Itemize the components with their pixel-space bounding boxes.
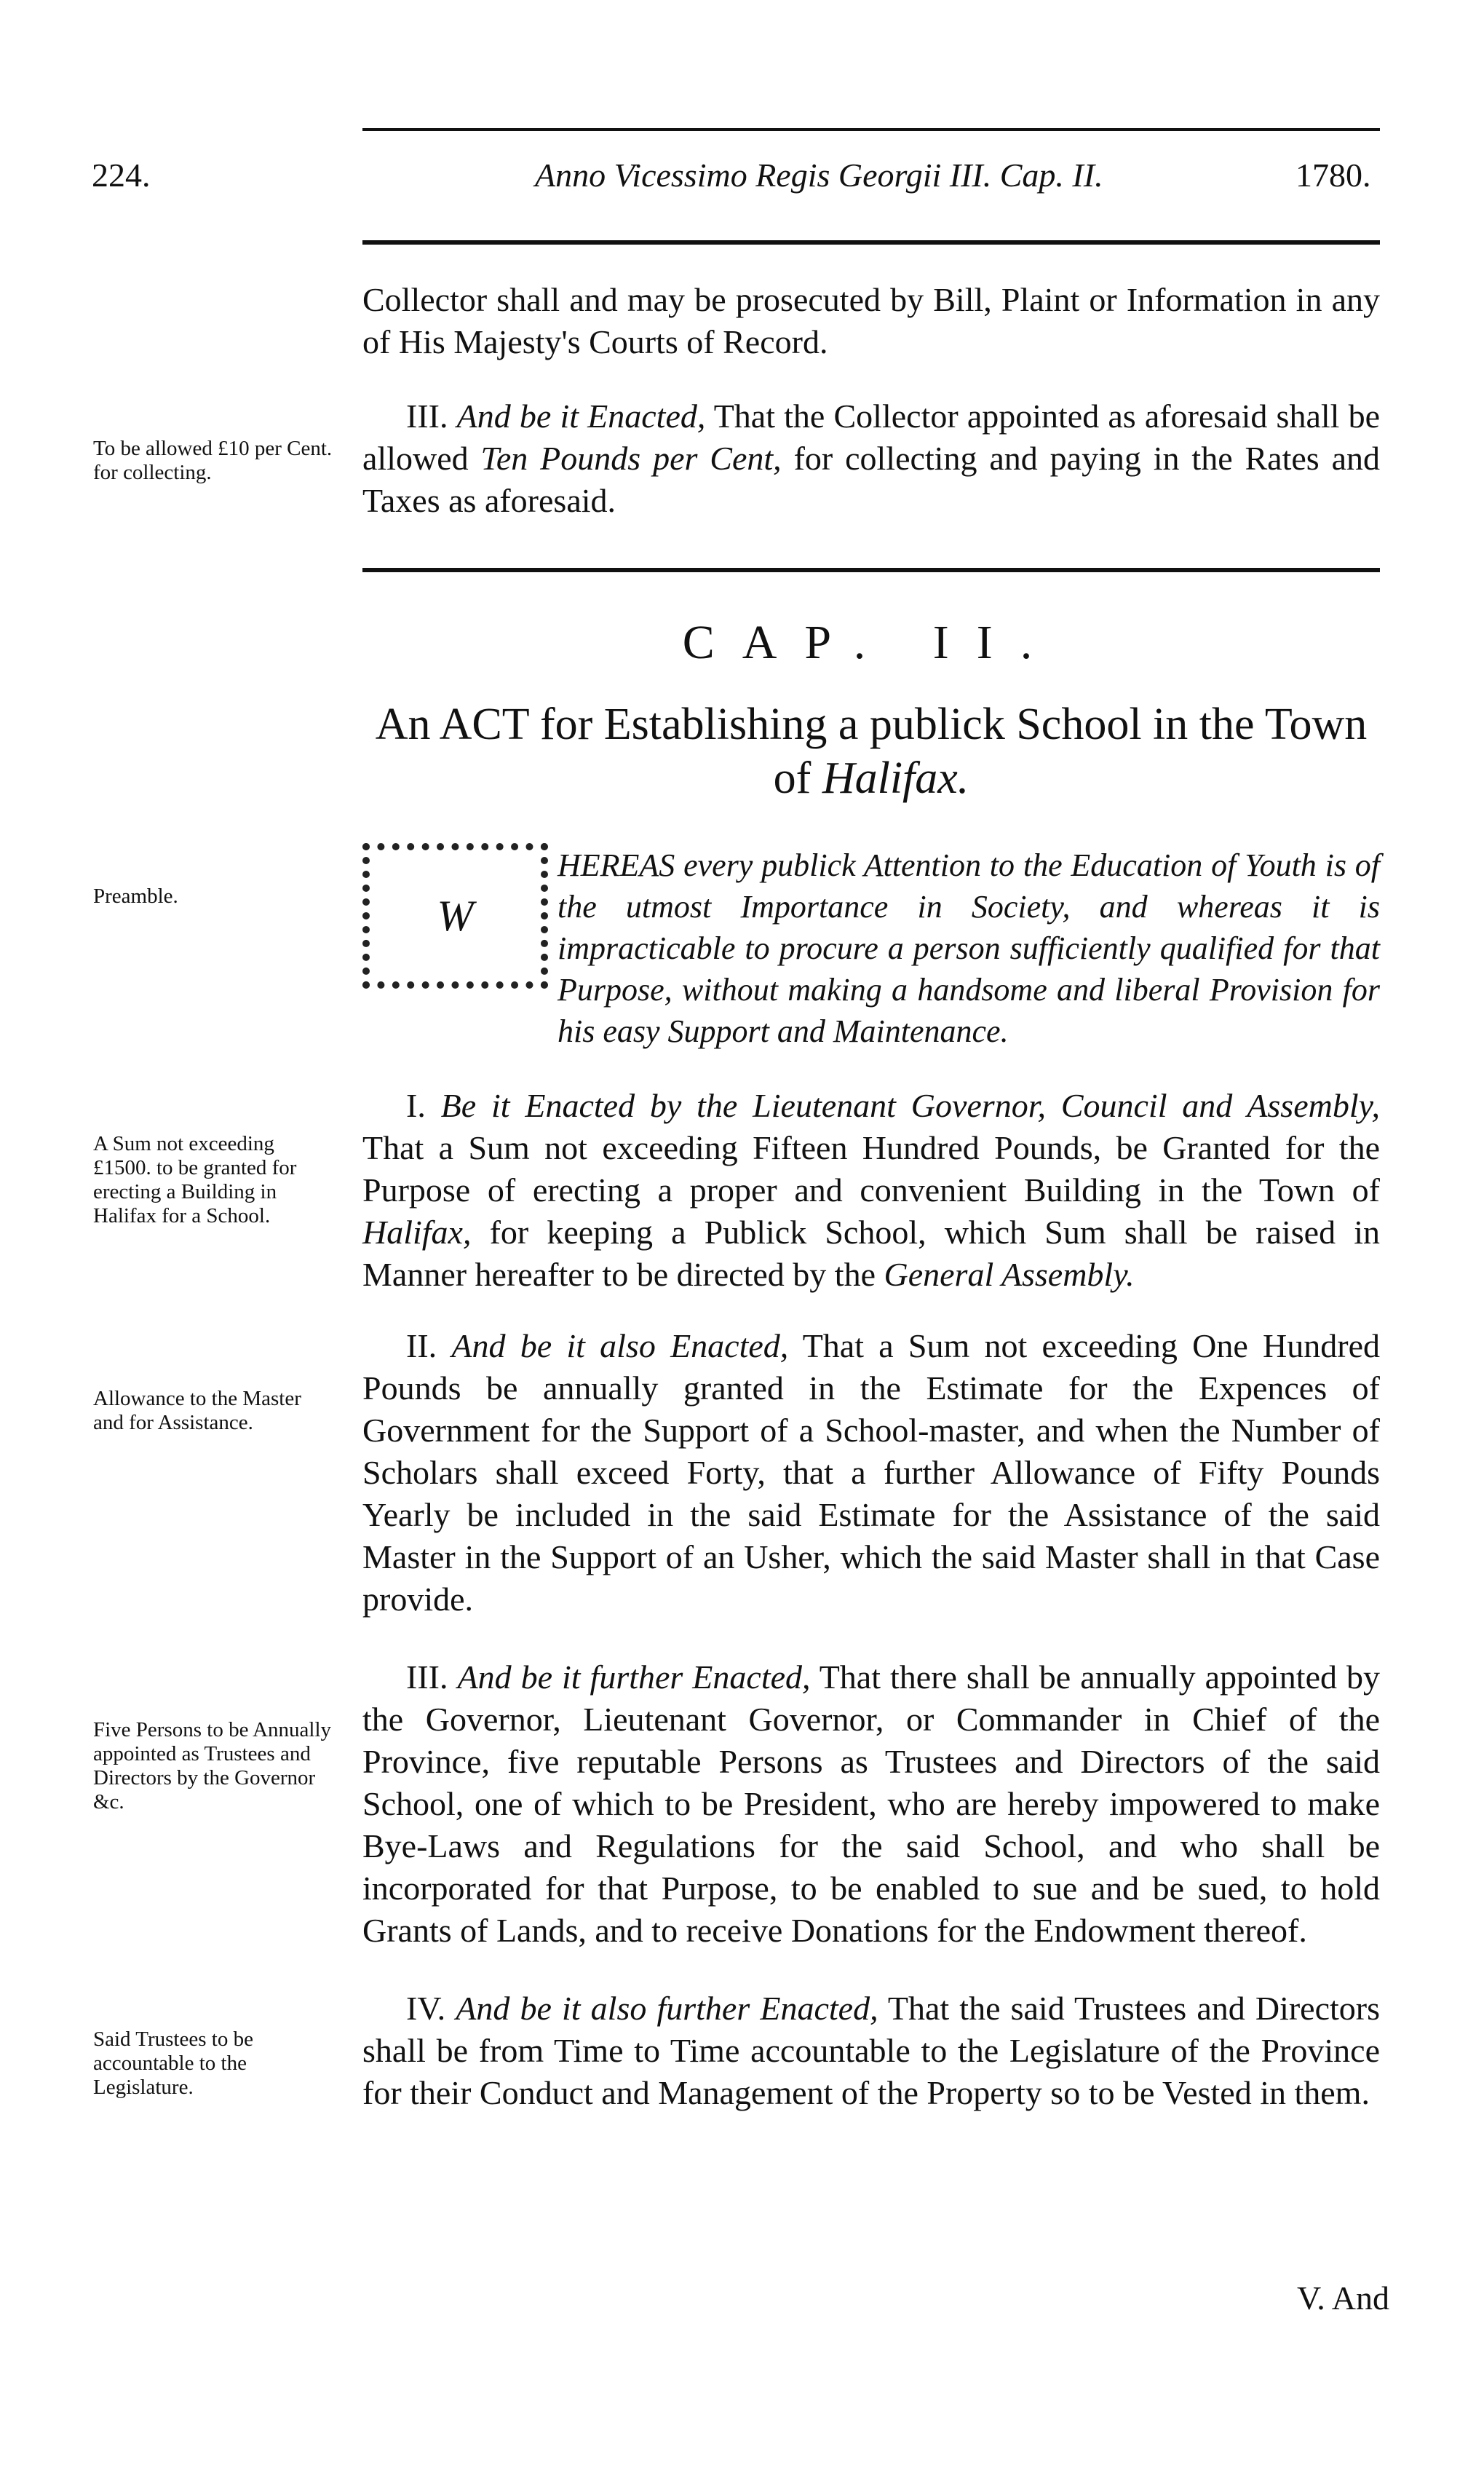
prev-section-text-before: That the Collector appointed as aforesaid shall be allowed	[362, 397, 1381, 477]
section-1	[362, 1085, 1380, 1296]
act-title	[362, 697, 1380, 805]
margin-note-sum: A Sum not exceeding £1500. to be granted for erecting a Building in Halifax for a School.	[93, 1132, 297, 1227]
catchword: V. And	[1297, 2279, 1389, 2317]
section-4-text: That the said Trustees and Directors shall be from Time to Time accountable to the Legislature of the Province for their Conduct and Management of the Property so to be Vested in them.	[362, 1990, 1381, 2111]
section-1-number: I.	[406, 1087, 426, 1124]
margin-note-collecting: To be allowed £10 per Cent. for collecting.	[93, 437, 333, 484]
section-4-number: IV.	[406, 1990, 446, 2027]
section-1-text-before: That a Sum not exceeding Fifteen Hundred Pounds, be Granted for the Purpose of erecting a proper and convenient Building in the Town of	[362, 1129, 1380, 1209]
act-title-place: Halifax.	[822, 754, 969, 803]
prev-section-3	[362, 395, 1380, 522]
prev-section-number: III.	[406, 397, 448, 435]
section-3-text: That there shall be annually appointed by the Governor, Lieutenant Governor, or Commander in Chief of the Province, five reputable Persons as Trustees and Directors of the said School, one of which to be President, who are hereby impowered to make Bye-Laws and Regulations for the said School, and who shall be incorporated for that Purpose, to be enabled to sue and be sued, to hold Grants of Lands, and to receive Donations for the Endowment thereof.	[362, 1658, 1380, 1949]
section-2	[362, 1325, 1380, 1621]
section-1-enacting: Be it Enacted by the Lieutenant Governor, Council and Assembly,	[440, 1087, 1380, 1124]
section-2-text: That a Sum not exceeding One Hundred Pounds be annually granted in the Estimate for the Expences of Government for the Support of a School-master, and when the Number of Scholars shall exceed Forty, that a further Allowance of Fifty Pounds Yearly be included in the said Estimate for the Assistance of the said Master in the Support of an Usher, which the said Master shall in that Case provide.	[362, 1327, 1380, 1618]
section-2-number: II.	[406, 1327, 437, 1364]
prev-section-enacting: And be it Enacted,	[456, 397, 706, 435]
section-1-body: General Assembly.	[884, 1256, 1135, 1293]
margin-note-preamble: Preamble.	[93, 885, 178, 908]
ornamental-dropcap: W	[362, 843, 548, 989]
preamble-paragraph	[362, 845, 1380, 1052]
prev-section-amount: Ten Pounds per Cent,	[480, 440, 782, 477]
margin-note-allowance: Allowance to the Master and for Assistance.	[93, 1387, 301, 1434]
section-3	[362, 1656, 1380, 1952]
page-number: 224.	[92, 157, 151, 194]
header-top-rule	[362, 128, 1380, 131]
margin-note-trustees: Five Persons to be Annually appointed as Trustees and Directors by the Governor &c.	[93, 1718, 332, 1814]
section-4-enacting: And be it also further Enacted,	[456, 1990, 878, 2027]
continuation-text: Collector shall and may be prosecuted by Bill, Plaint or Information in any of His Majesty's Courts of Record.	[362, 281, 1380, 360]
header-bottom-rule	[362, 240, 1380, 245]
section-4	[362, 1987, 1380, 2114]
continuation-paragraph	[362, 279, 1380, 363]
preamble-text: HEREAS every publick Attention to the Education of Youth is of the utmost Importance in Society, and whereas it is impracticable to procure a person sufficiently qualified for that Purpose, without making a handsome and liberal Provision for his easy Support and Maintenance.	[558, 847, 1380, 1049]
section-3-enacting: And be it further Enacted,	[457, 1658, 811, 1696]
running-title: Anno Vicessimo Regis Georgii III. Cap. II.	[535, 157, 1103, 194]
page-year: 1780.	[1295, 157, 1371, 194]
chapter-separator-rule	[362, 568, 1380, 572]
act-title-text: An ACT for Establishing a publick School in the Town of	[375, 700, 1368, 803]
section-1-place: Halifax,	[362, 1214, 472, 1251]
margin-note-accountable: Said Trustees to be accountable to the Legislature.	[93, 2028, 253, 2099]
section-3-number: III.	[406, 1658, 448, 1696]
section-2-enacting: And be it also Enacted,	[451, 1327, 789, 1364]
prev-section-text-after: for collecting and paying in the Rates and Taxes as aforesaid.	[362, 440, 1381, 519]
chapter-heading: CAP. II.	[682, 616, 1060, 669]
section-1-text-mid: for keeping a Publick School, which Sum shall be raised in Manner hereafter to be directed by the	[362, 1214, 1381, 1293]
